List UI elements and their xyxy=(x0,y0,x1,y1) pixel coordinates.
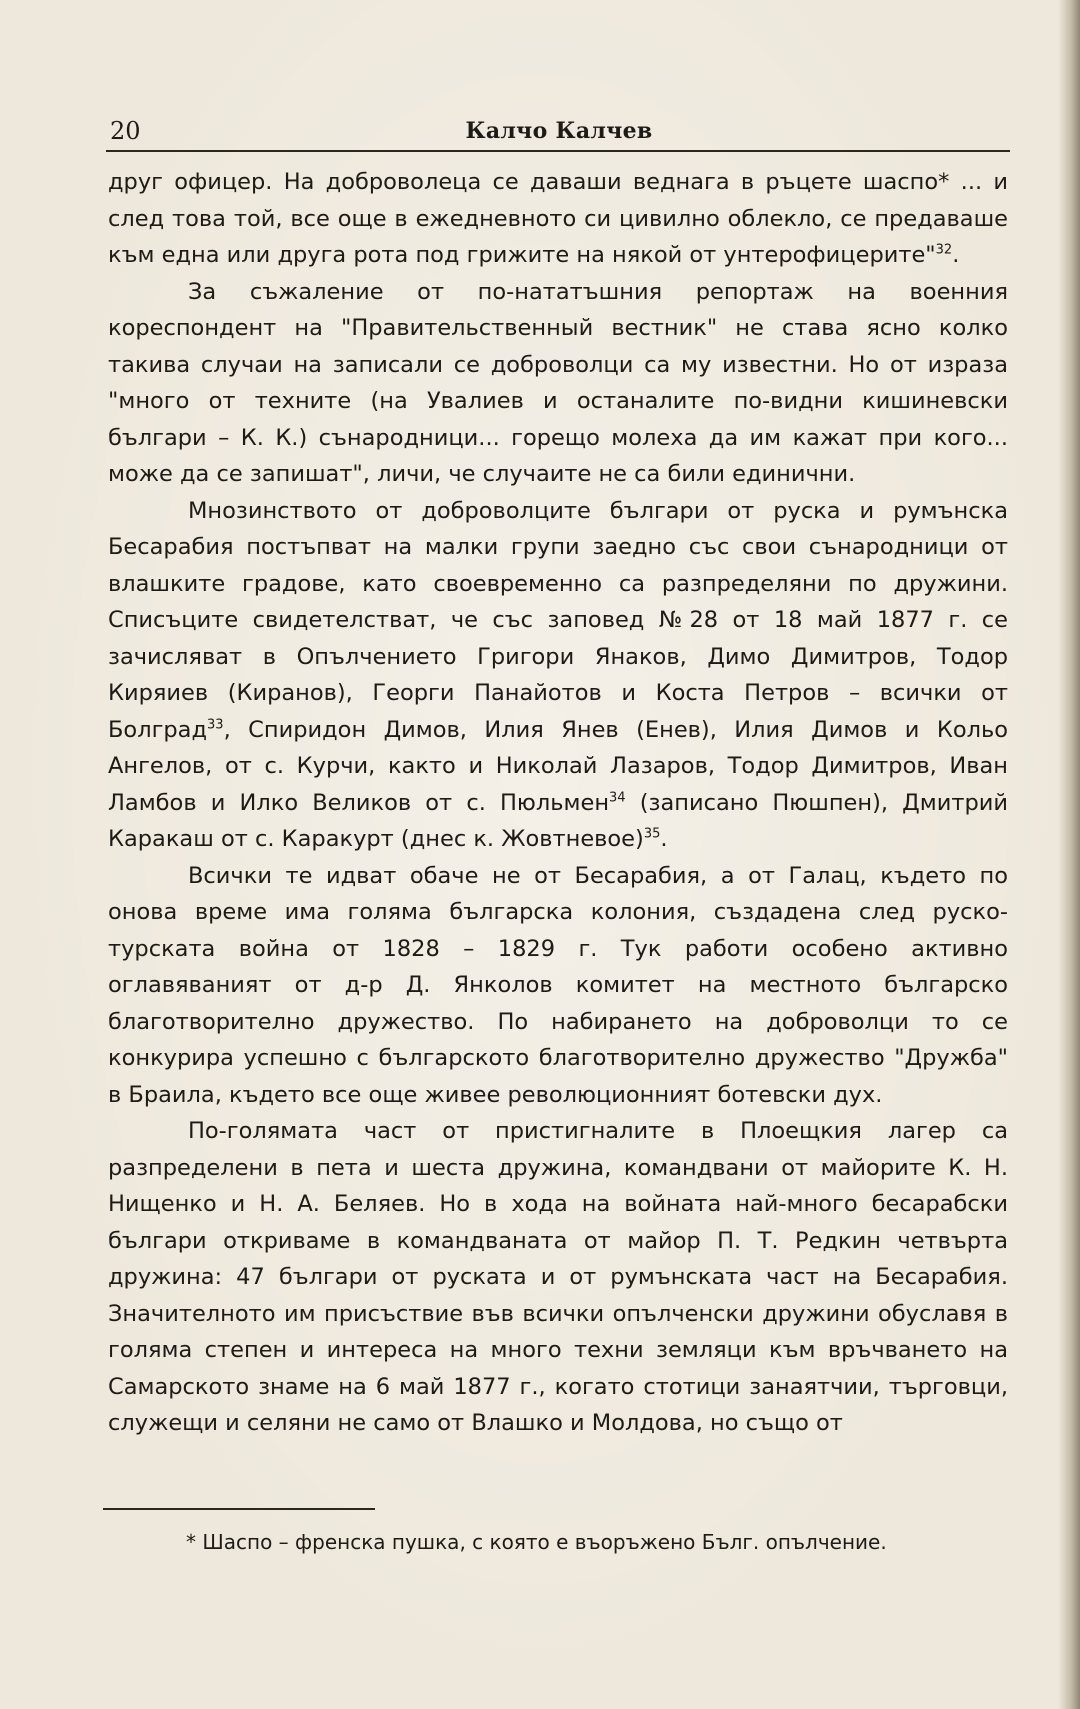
paragraph-4: Всички те идват обаче не от Бесарабия, а от Галац, където по онова време има голяма българска колония, създадена след руско-турската война от 1828 – 1829 г. Тук работи особено активно оглавяваният от д-р Д. Янколов комитет на местното българско благотворително дружество. По набирането на доброволци то се конкурира успешно с българското благотворително дружество "Дружба" в Браила, където все още живее революционният ботевски дух. xyxy=(108,862,1008,1108)
running-head-author: Калчо Калчев xyxy=(465,118,653,144)
paragraph-2: За съжаление от по-нататъшния репортаж на военния кореспондент на "Правительственный вестник" не става ясно колко такива случаи на записали се доброволци са му известни. Но от израза "много от техните (на Увалиев и останалите по-видни кишиневски българи – К. К.) сънародници... горещо молеха да им кажат при кого... може да се запишат", личи, че случаите не са били единични. xyxy=(108,278,1008,487)
footnote-ref-34: 34 xyxy=(609,790,626,805)
footnote-rule xyxy=(103,1508,375,1510)
page-edge-shadow xyxy=(1058,0,1080,1709)
body-text xyxy=(108,164,1008,1442)
footnote-ref-33: 33 xyxy=(207,717,224,732)
page-number: 20 xyxy=(110,117,141,145)
header-rule xyxy=(106,150,1010,152)
paragraph-3: Мнозинството от доброволците българи от руска и румънска Бесарабия постъпват на малки групи заедно със свои сънародници от влашките градове, като своевременно са разпределяни по дружини. Списъците свидетелстват, че със заповед №28 от 18 май 1877 г. се зачисляват в Опълчението Григори Янаков, Димо Димитров, Тодор Киряиев (Киранов), Георги Панайотов и Коста Петров – всички от Болград$^{33}$, Спиридон Димов, Илия Янев (Енев), Илия Димов и Кольо Ангелов, от с. Курчи, както и Николай Лазаров, Тодор Димитров, Иван Ламбов и Илко Великов от с. Пюльмен$^{34}$ (записано Пюшпен), Дмитрий Каракаш от с. Каракурт (днес к. Жовтневое)$^{35}$. xyxy=(108,497,1008,852)
footnote-ref-35: 35 xyxy=(643,826,661,842)
paragraph-1: друг офицер. На доброволеца се даваши веднага в ръцете шаспо* ... и след това той, все още в ежедневното си цивилно облекло, се предаваше към една или друга рота под грижите на някой от унтерофицерите"$^{32}$. xyxy=(108,169,1008,268)
footnote: * Шаспо – френска пушка, с която е въоръжено Бълг. опълчение. xyxy=(186,1530,887,1554)
page-header xyxy=(108,116,1010,150)
footnote-ref-32: 32 xyxy=(935,242,953,258)
paragraph-5: По-голямата част от пристигналите в Плоещкия лагер са разпределени в пета и шеста дружина, командвани от майорите К. Н. Нищенко и Н. А. Беляев. Но в хода на войната най-много бесарабски българи откриваме в командваната от майор П. Т. Редкин четвърта дружина: 47 българи от руската и от румънската част на Бесарабия. Значителното им присъствие във всички опълченски дружини обуславя в голяма степен и интереса на много техни земляци към връчването на Самарското знаме на 6 май 1877 г., когато стотици занаятчии, търговци, служещи и селяни не само от Влашко и Молдова, но също от xyxy=(108,1118,1008,1436)
